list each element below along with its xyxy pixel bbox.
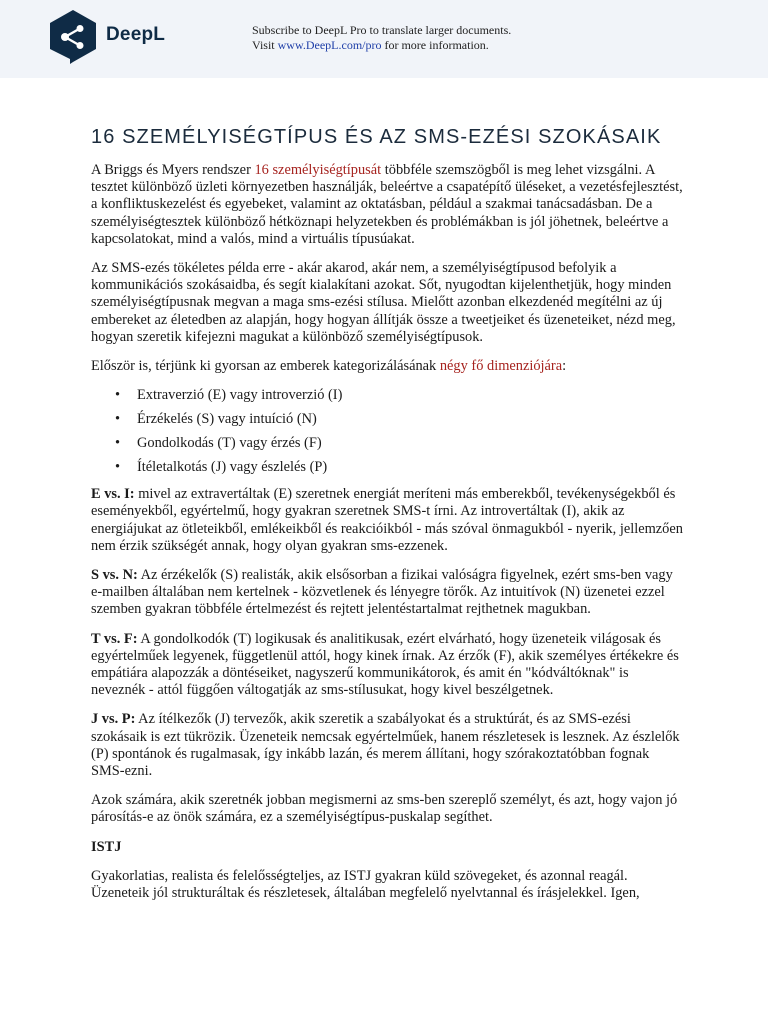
jp-paragraph	[91, 711, 683, 780]
list-item-text: Gondolkodás (T) vagy érzés (F)	[137, 435, 322, 452]
sn-text: Az érzékelők (S) realisták, akik elsősorban a fizikai valóságra figyelnek, ezért sms-ben vagy e-mailben általában nem kertelnek - közvetlenek és lényegre törők. Az intuitívok (N) üzenetei ezzel szemben gyakran többféle értelmezést és rejtett jelentéstartalmat rejthetnek magukban.	[91, 567, 673, 618]
dimensions-intro-colon: :	[562, 358, 567, 375]
intro-text-end: többféle szemszögből is meg lehet vizsgálni. A tesztet különböző üzleti környezetben használják, beleértve a csapatépítő üléseket, a vezetésfejlesztést, a konfliktuskezelést és egyebeket, valamint az oktatásban, például a szakmai tanácsadásban. De a személyiségtesztek különböző hétköznapi helyzetekben és problémákban is jól jöhetnek, beleértve a kapcsolatokat, mind a valós, mind a virtuális típusúakat.	[91, 162, 683, 247]
bullet-icon: •	[115, 387, 121, 404]
document-title: 16 SZEMÉLYISÉGTÍPUS ÉS AZ SMS-EZÉSI SZOKÁSAIK	[91, 126, 662, 148]
bullet-icon: •	[115, 411, 121, 428]
list-item	[115, 435, 683, 452]
list-item-text: Érzékelés (S) vagy intuíció (N)	[137, 411, 317, 428]
outro-paragraph: Azok számára, akik szeretnék jobban megismerni az sms-ben szereplő személyt, és azt, hogy vajon jó párosítás-e az önök számára, ez a személyiségtípus-puskalap segíthet.	[91, 792, 678, 826]
four-dimensions-link[interactable]: négy fő dimenziójára	[439, 358, 563, 375]
promo-visit: Visit	[252, 38, 278, 52]
jp-text: Az ítélkezők (J) tervezők, akik szeretik a szabályokat és a struktúrát, és az SMS-ezési szokásaik is ezt tükrözik. Üzeneteik nemcsak egyértelműek, hanem részletesek is lesznek. Az észlelők (P) spontánok és rugalmasak, így inkább lazán, és merem állítani, hogy szórakoztatóbban fognak SMS-ezni.	[91, 711, 680, 780]
ei-text: mivel az extravertáltak (E) szeretnek energiát meríteni más emberekből, tevékenységekből és eseményekből, egyértelmű, hogy gyakran szeretnek SMS-t írni. Az introvertáltak (I), akik az energiájukat az ötleteikből, emlékeikből és reakcióikból - más szóval önmagukból - nyerik, jellemzően nem érzik szükségét annak, hogy olyan gyakran sms-ezzenek.	[91, 486, 683, 554]
deepl-pro-link[interactable]: www.DeepL.com/pro	[277, 38, 382, 52]
tf-label: T vs. F:	[91, 630, 138, 647]
sn-label: S vs. N:	[91, 567, 138, 584]
deepl-banner	[0, 0, 768, 78]
promo-line-2	[252, 38, 511, 53]
deepl-logo-icon	[48, 9, 98, 65]
jp-label: J vs. P:	[91, 711, 136, 728]
ei-label: E vs. I:	[91, 486, 135, 503]
istj-heading-text: ISTJ	[91, 838, 122, 855]
list-item-text: Extraverzió (E) vagy introverzió (I)	[137, 387, 343, 404]
sn-paragraph	[91, 567, 683, 619]
intro-paragraph	[91, 162, 683, 248]
promo-line-1: Subscribe to DeepL Pro to translate larger documents.	[252, 23, 512, 37]
intro-text-start: A Briggs és Myers rendszer	[91, 162, 255, 178]
tf-text: A gondolkodók (T) logikusak és analitikusak, ezért elvárható, hogy üzeneteik világosak és egyértelműek legyenek, függetlenül attól, hogy kinek írnak. Az érzők (F), akik személyes értékekre és empátiára alapozzák a döntéseiket, nagyszerű kommunikátorok, és amit én "kódváltóknak" is neveznék - attól függően váltogatják az sms-stílusukat, hogy kivel beszélgetnek.	[91, 630, 679, 699]
personality-types-link[interactable]: 16 személyiségtípusát	[254, 162, 382, 178]
dimensions-intro-text: Először is, térjünk ki gyorsan az emberek kategorizálásának	[91, 358, 440, 375]
deepl-logo-text: DeepL	[106, 24, 166, 45]
promo-suffix: for more information.	[381, 38, 489, 52]
promo-text	[252, 23, 511, 53]
list-item	[115, 459, 683, 476]
list-item	[115, 387, 683, 404]
list-item-text: Ítéletalkotás (J) vagy észlelés (P)	[137, 459, 328, 476]
document-body	[91, 124, 683, 914]
bullet-icon: •	[115, 435, 121, 452]
istj-paragraph: Gyakorlatias, realista és felelősségteljes, az ISTJ gyakran küld szövegeket, és azonnal reagál. Üzeneteik jól strukturáltak és részletesek, általában megfelelő nyelvtannal és írásjelekkel. Igen,	[91, 867, 640, 902]
bullet-icon: •	[115, 459, 121, 476]
istj-heading	[91, 839, 683, 856]
dimensions-list	[91, 387, 683, 476]
dimensions-intro	[91, 358, 683, 375]
tf-paragraph	[91, 631, 683, 700]
texting-paragraph: Az SMS-ezés tökéletes példa erre - akár akarod, akár nem, a személyiségtípusod befolyik a kommunikációs szokásaidba, és segít kialakítani azokat. Sőt, nyugodtan kijelenthetjük, hogy minden személyiségtípusnak megvan a maga sms-ezési stílusa. Mielőtt azonban elkezdenéd megítélni az új embereket az életedben az alapján, hogy hogyan állítják össze a tweetjeiket és üzeneteiket, nézd meg, hogyan szeretik kifejezni magukat a különböző személyiségtípusok.	[91, 260, 676, 345]
list-item	[115, 411, 683, 428]
ei-paragraph	[91, 486, 683, 555]
